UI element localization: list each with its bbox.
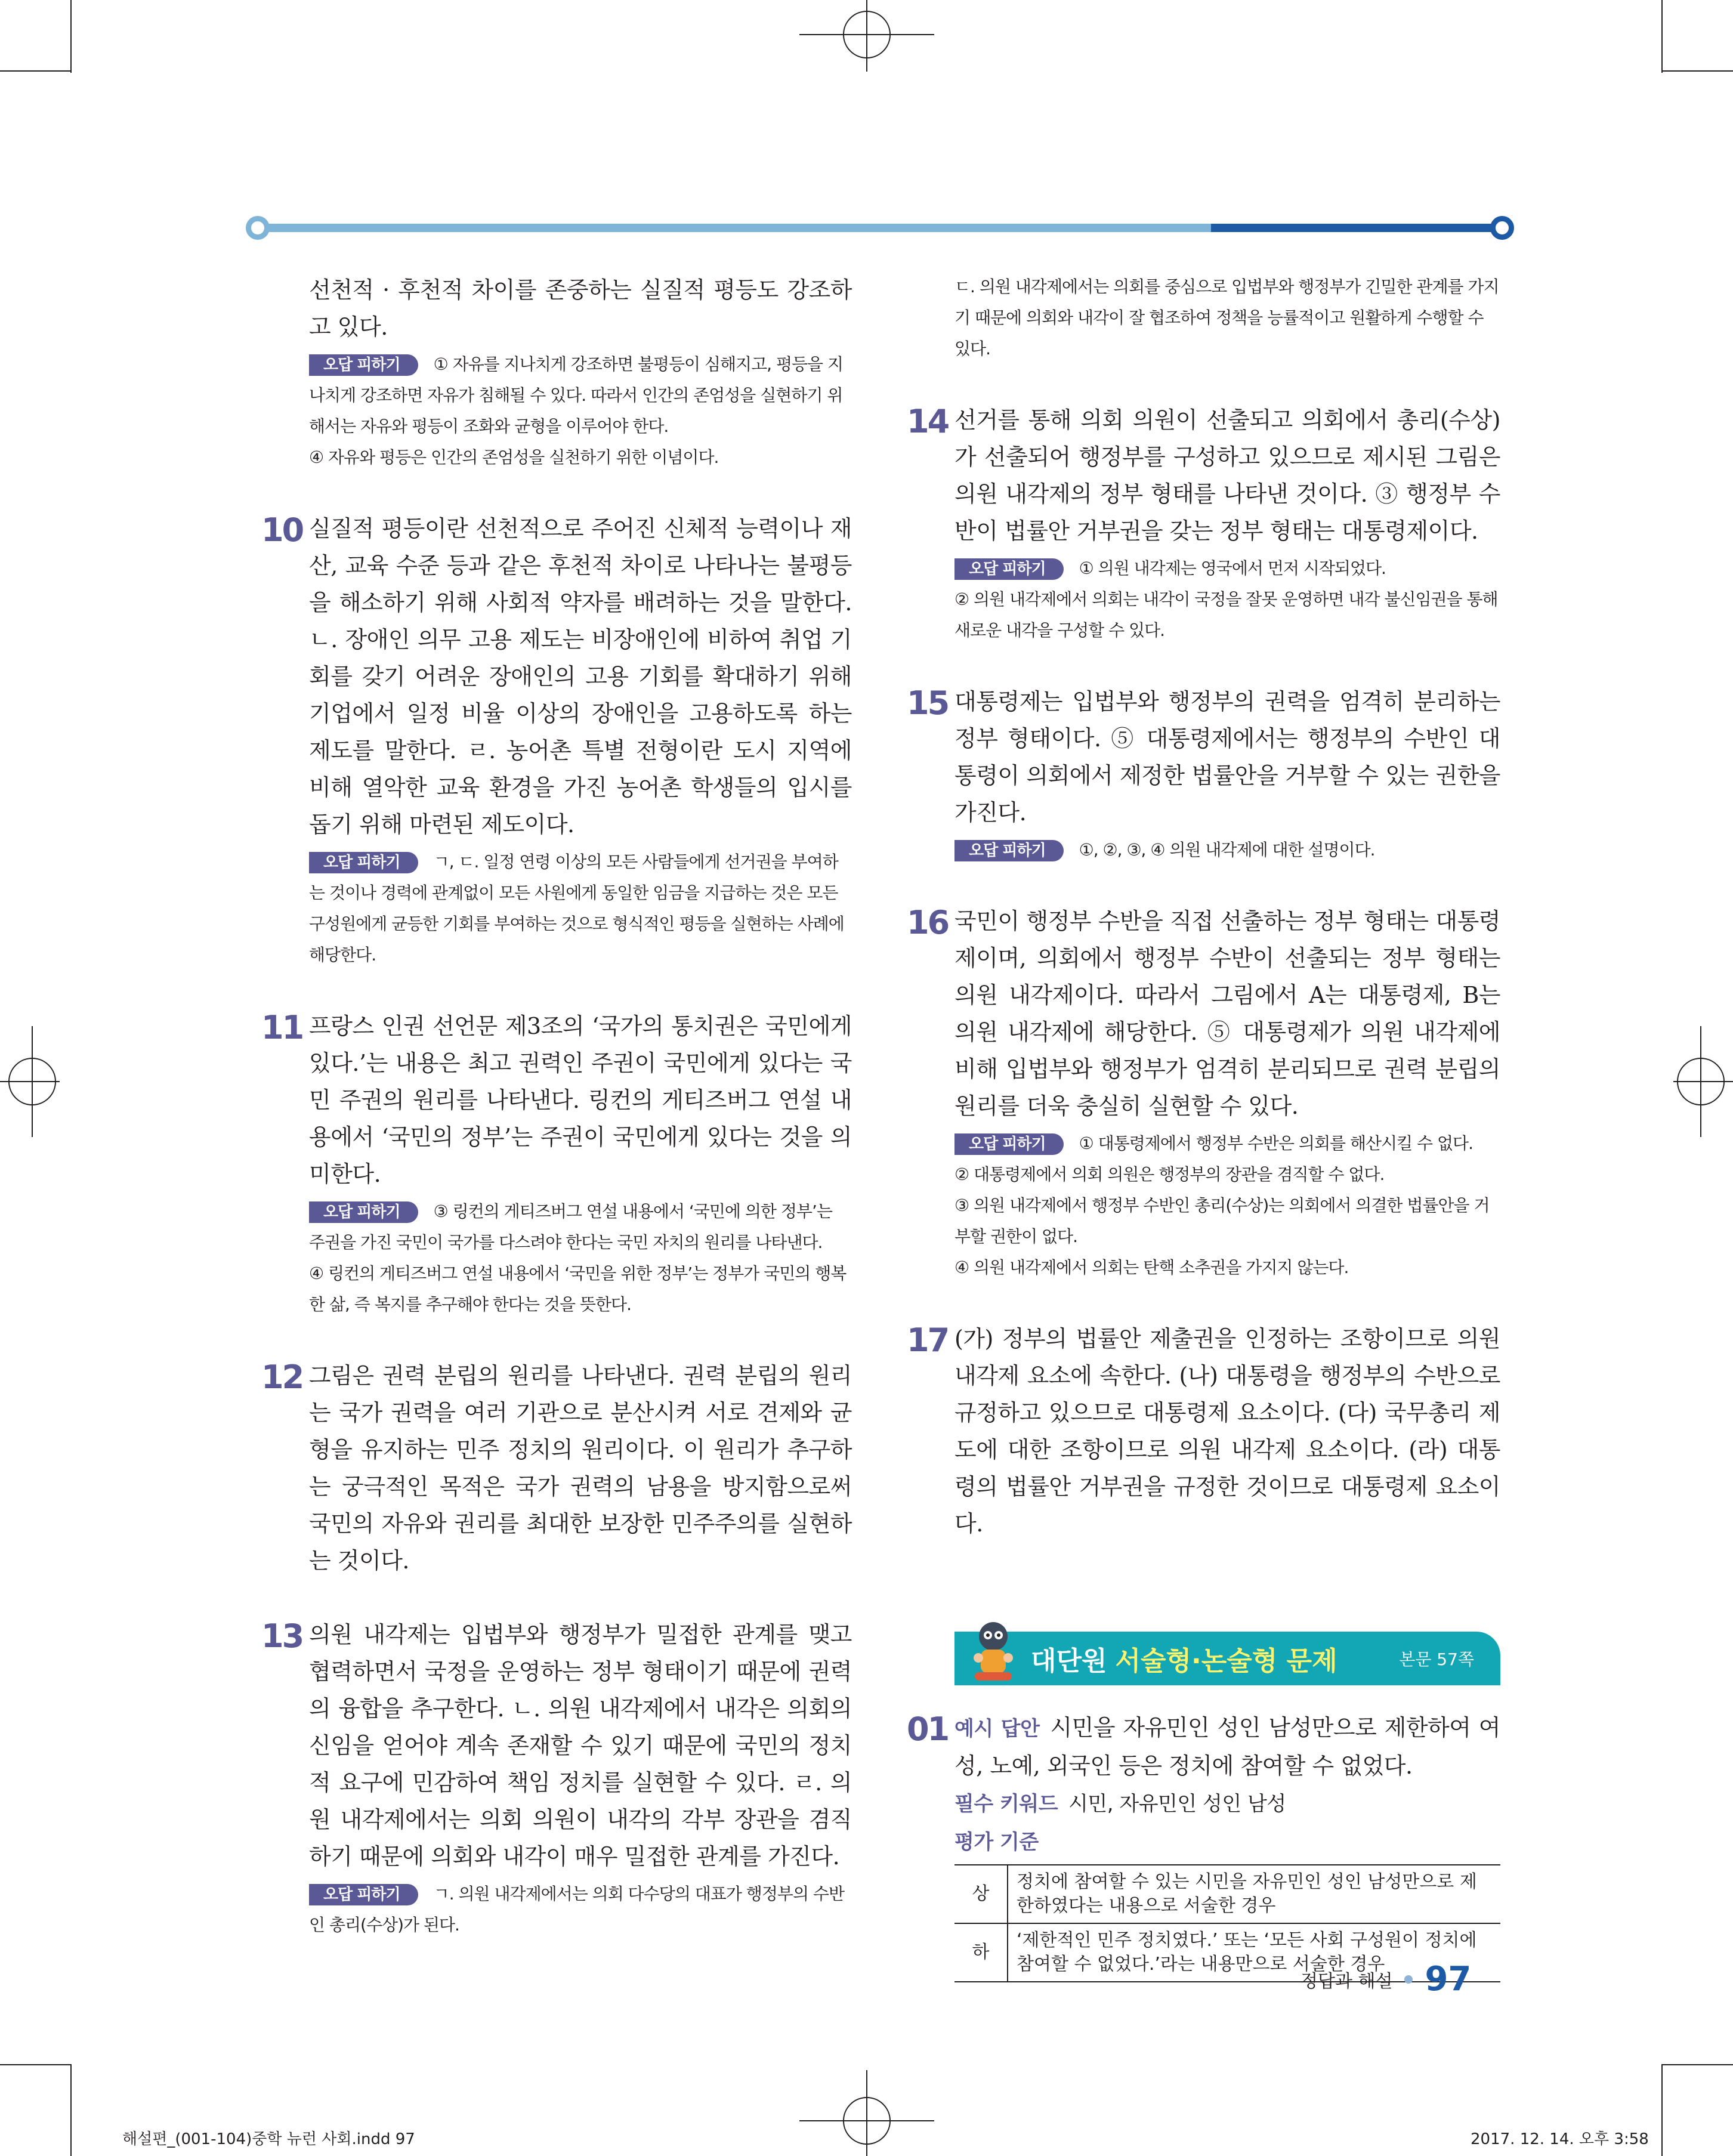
keywords: 필수 키워드 시민, 자유민인 성인 남성 xyxy=(954,1792,1286,1816)
item-10 xyxy=(261,510,852,971)
badge: 오답 피하기 xyxy=(309,1201,418,1223)
badge: 오답 피하기 xyxy=(309,852,418,873)
item-text: (가) 정부의 법률안 제출권을 인정하는 조항이므로 의원 내각제 요소에 속한다. (나) 대통령을 행정부의 수반으로 규정하고 있으므로 대통령제 요소이다. (다) 국무총리 제도에 대한 조항이므로 의원 내각제 요소이다. (라) 대통령의 법률안 거부권을 규정한 것이므로 대통령제 요소이다. xyxy=(954,1326,1500,1537)
item-note: 오답 피하기 ① 의원 내각제는 영국에서 먼저 시작되었다. xyxy=(954,553,1500,584)
item-note: 오답 피하기 ③ 링컨의 게티즈버그 연설 내용에서 ‘국민에 의한 정부’는 주권을 가진 국민이 국가를 다스려야 한다는 국민 자치의 원리를 나타낸다. xyxy=(309,1201,832,1252)
item-number: 11 xyxy=(261,1009,303,1046)
item-note: 오답 피하기 ㄱ, ㄷ. 일정 연령 이상의 모든 사람들에게 선거권을 부여하는 것이나 경력에 관계없이 모든 사원에게 동일한 임금을 지급하는 것은 모든 구성원에게 균등한 기회를 부여하는 것으로 형식적인 평등을 실현하는 사례에 해당한다. xyxy=(309,852,844,965)
item-note-2: ② 대통령제에서 의회 의원은 행정부의 장관을 겸직할 수 없다. xyxy=(954,1165,1385,1184)
item-number: 13 xyxy=(261,1617,303,1655)
badge: 오답 피하기 xyxy=(954,840,1064,861)
item-number: 01 xyxy=(907,1710,949,1748)
item-16 xyxy=(907,903,1500,1283)
item-number: 12 xyxy=(261,1358,303,1396)
item-note: 오답 피하기 ① 대통령제에서 행정부 수반은 의회를 해산시킬 수 없다. xyxy=(954,1128,1500,1159)
item-text: 의원 내각제는 입법부와 행정부가 밀접한 관계를 맺고 협력하면서 국정을 운영하는 정부 형태이기 때문에 권력의 융합을 추구한다. ㄴ. 의원 내각제에서 내각은 의회의 신임을 얻어야 계속 존재할 수 있기 때문에 국민의 정치적 요구에 민감하여 책임 정치를 실현할 수 있다. ㄹ. 의원 내각제에서는 의회 의원이 내각의 각부 장관을 겸직하기 때문에 의회와 내각이 매우 밀접한 관계를 가진다. xyxy=(309,1621,852,1870)
badge: 오답 피하기 xyxy=(309,1884,418,1905)
item-text: 대통령제는 입법부와 행정부의 권력을 엄격히 분리하는 정부 형태이다. ⑤ 대통령제에서는 행정부의 수반인 대통령이 의회에서 제정한 법률안을 거부할 수 있는 권한을 가진다. xyxy=(954,688,1500,826)
continued-note: ㄷ. 의원 내각제에서는 의회를 중심으로 입법부와 행정부가 긴밀한 관계를 가지기 때문에 의회와 내각이 잘 협조하여 정책을 능률적이고 원활하게 수행할 수 있다. xyxy=(954,277,1499,359)
right-column xyxy=(907,271,1500,1982)
keyword-label: 필수 키워드 xyxy=(954,1792,1058,1816)
item-13 xyxy=(261,1616,852,1941)
item-15 xyxy=(907,683,1500,866)
section-banner xyxy=(954,1632,1500,1685)
item-number: 14 xyxy=(907,403,949,440)
item-note-3: ③ 의원 내각제에서 행정부 수반인 총리(수상)는 의회에서 의결한 법률안을 거부할 권한이 없다. xyxy=(954,1196,1490,1246)
mascot-icon xyxy=(960,1614,1026,1685)
page-footer xyxy=(1300,1960,1471,1999)
table-row xyxy=(954,1865,1500,1923)
item-note: 오답 피하기 ①, ②, ③, ④ 의원 내각제에 대한 설명이다. xyxy=(954,835,1500,866)
timestamp: 2017. 12. 14. 오후 3:58 xyxy=(1471,2130,1649,2148)
grade-cell: 상 xyxy=(954,1865,1008,1923)
item-text: 그림은 권력 분립의 원리를 나타낸다. 권력 분립의 원리는 국가 권력을 여러 기관으로 분산시켜 서로 견제와 균형을 유지하는 민주 정치의 원리이다. 이 원리가 추구하는 궁극적인 목적은 국가 권력의 남용을 방지함으로써 국민의 자유와 권리를 최대한 보장한 민주주의를 실현하는 것이다. xyxy=(309,1363,852,1574)
item-note: 오답 피하기 ㄱ. 의원 내각제에서는 의회 다수당의 대표가 행정부의 수반인 총리(수상)가 된다. xyxy=(309,1884,844,1935)
question-01 xyxy=(907,1709,1500,1982)
item-note-2: ④ 링컨의 게티즈버그 연설 내용에서 ‘국민을 위한 정부’는 정부가 국민의 행복한 삶, 즉 복지를 추구해야 한다는 것을 뜻한다. xyxy=(309,1264,847,1314)
badge: 오답 피하기 xyxy=(954,1133,1064,1155)
continued-note: 오답 피하기 ① 자유를 지나치게 강조하면 불평등이 심해지고, 평등을 지나치게 강조하면 자유가 침해될 수 있다. 따라서 인간의 존엄성을 실현하기 위해서는 자유와 평등이 조화와 균형을 이루어야 한다. xyxy=(309,354,844,436)
item-text: 국민이 행정부 수반을 직접 선출하는 정부 형태는 대통령제이며, 의회에서 행정부 수반이 선출되는 정부 형태는 의원 내각제이다. 따라서 그림에서 A는 대통령제, B는 의원 내각제에 해당한다. ⑤ 대통령제가 의원 내각제에 비해 입법부와 행정부가 엄격히 분리되므로 권력 분립의 원리를 더욱 충실히 실현할 수 있다. xyxy=(954,908,1500,1119)
criteria-heading: 평가 기준 xyxy=(954,1830,1039,1854)
badge: 오답 피하기 xyxy=(954,558,1064,580)
badge: 오답 피하기 xyxy=(309,354,418,376)
item-number: 16 xyxy=(907,904,949,941)
item-text: 선거를 통해 의회 의원이 선출되고 의회에서 총리(수상)가 선출되어 행정부를 구성하고 있으므로 제시된 그림은 의원 내각제의 정부 형태를 나타낸 것이다. ③ 행정부 수반이 법률안 거부권을 갖는 정부 형태는 대통령제이다. xyxy=(954,407,1500,544)
sample-answer: 예시 답안 시민을 자유민인 성인 남성만으로 제한하여 여성, 노예, 외국인 등은 정치에 참여할 수 없었다. xyxy=(954,1715,1500,1779)
continued-note-2: ④ 자유와 평등은 인간의 존엄성을 실천하기 위한 이념이다. xyxy=(309,447,719,467)
item-text: 실질적 평등이란 선천적으로 주어진 신체적 능력이나 재산, 교육 수준 등과 같은 후천적 차이로 나타나는 불평등을 해소하기 위해 사회적 약자를 배려하는 것을 말한다. ㄴ. 장애인 의무 고용 제도는 비장애인에 비하여 취업 기회를 갖기 어려운 장애인의 고용 기회를 확대하기 위해 기업에서 일정 비율 이상의 장애인을 고용하도록 하는 제도를 말한다. ㄹ. 농어촌 특별 전형이란 도시 지역에 비해 열악한 교육 환경을 가진 농어촌 학생들의 입시를 돕기 위해 마련된 제도이다. xyxy=(309,515,852,838)
grade-cell: 하 xyxy=(954,1923,1008,1982)
file-info: 해설편_(001-104)중학 뉴런 사회.indd 97 xyxy=(122,2130,415,2148)
item-number: 15 xyxy=(907,684,949,722)
criteria-cell: 정치에 참여할 수 있는 시민을 자유민인 성인 남성만으로 제한하였다는 내용으로 서술한 경우 xyxy=(1008,1865,1500,1923)
item-note-2: ② 의원 내각제에서 의회는 내각이 국정을 잘못 운영하면 내각 불신임권을 통해 새로운 내각을 구성할 수 있다. xyxy=(954,589,1498,640)
item-text: 프랑스 인권 선언문 제3조의 ‘국가의 통치권은 국민에게 있다.’는 내용은 최고 권력인 주권이 국민에게 있다는 국민 주권의 원리를 나타낸다. 링컨의 게티즈버그 연설 내용에서 ‘국민의 정부’는 주권이 국민에게 있다는 것을 의미한다. xyxy=(309,1013,852,1187)
criteria-cell: ‘제한적인 민주 정치였다.’ 또는 ‘모든 사회 구성원이 정치에 참여할 수 없었다.’라는 내용만으로 서술한 경우 xyxy=(1008,1923,1500,1982)
section-page-ref: 본문 57쪽 xyxy=(1399,1650,1474,1669)
item-number: 17 xyxy=(907,1321,949,1359)
item-17 xyxy=(907,1320,1500,1542)
answer-label: 예시 답안 xyxy=(954,1717,1040,1741)
item-14 xyxy=(907,401,1500,646)
section-label: 정답과 해설 xyxy=(1300,1970,1393,1992)
continued-text: 선천적 · 후천적 차이를 존중하는 실질적 평등도 강조하고 있다. xyxy=(309,277,852,340)
item-number: 10 xyxy=(261,511,303,549)
left-column xyxy=(261,271,852,1941)
section-title-b: 서술형·논술형 문제 xyxy=(1115,1646,1337,1676)
bullet-dot xyxy=(1404,1975,1413,1984)
item-11 xyxy=(261,1008,852,1320)
item-note-4: ④ 의원 내각제에서 의회는 탄핵 소추권을 가지지 않는다. xyxy=(954,1258,1349,1277)
item-12 xyxy=(261,1357,852,1579)
section-title-a: 대단원 xyxy=(1031,1646,1107,1676)
page-number: 97 xyxy=(1425,1960,1472,1999)
